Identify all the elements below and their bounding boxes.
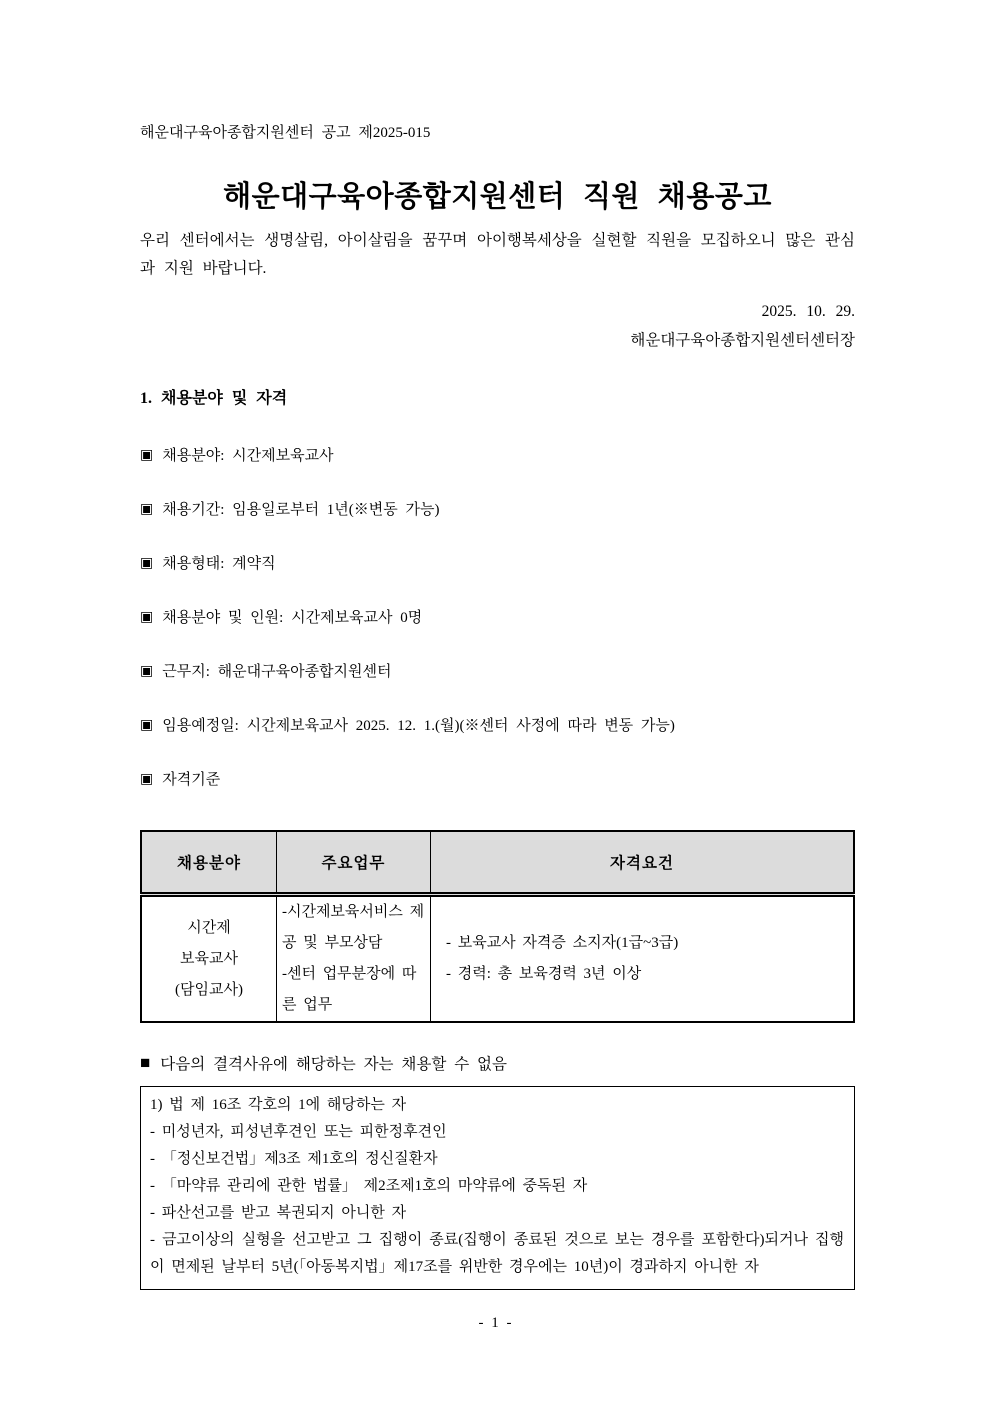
table-cell-duties bbox=[276, 895, 430, 1023]
requirement-line: - 경력: 총 보육경력 3년 이상 bbox=[445, 966, 642, 982]
disqualification-line: - 파산선고를 받고 복권되지 아니한 자 bbox=[150, 1205, 407, 1221]
doc-number: 해운대구육아종합지원센터 공고 제2025-015 bbox=[140, 125, 431, 141]
table-header-requirements: 자격요건 bbox=[430, 831, 854, 895]
bullet-text: 채용형태: 계약직 bbox=[162, 556, 276, 572]
bullet-item-field bbox=[140, 445, 855, 468]
square-bullet-icon: ▣ bbox=[140, 772, 154, 787]
requirement-line: - 보육교사 자격증 소지자(1급~3급) bbox=[445, 935, 679, 951]
field-line: (담임교사) bbox=[175, 981, 243, 998]
disqualification-line: 1) 법 제 16조 각호의 1에 해당하는 자 bbox=[150, 1097, 407, 1113]
page-number: - 1 - bbox=[478, 1315, 514, 1331]
square-bullet-icon: ▣ bbox=[140, 502, 154, 517]
bullet-item-period bbox=[140, 499, 855, 522]
bullet-list bbox=[140, 445, 855, 792]
square-bullet-icon: ▣ bbox=[140, 664, 154, 679]
bullet-text: 자격기준 bbox=[162, 772, 221, 788]
section-1-heading: 1. 채용분야 및 자격 bbox=[140, 390, 288, 407]
bullet-text: 근무지: 해운대구육아종합지원센터 bbox=[162, 664, 392, 680]
disqualification-heading bbox=[140, 1053, 855, 1076]
qualification-table bbox=[140, 830, 855, 1023]
table-row bbox=[141, 895, 854, 1023]
bullet-item-start-date bbox=[140, 715, 855, 738]
table-cell-field bbox=[141, 895, 276, 1023]
bullet-item-type bbox=[140, 553, 855, 576]
disqualification-line: - 미성년자, 피성년후견인 또는 피한정후견인 bbox=[150, 1124, 447, 1140]
field-line: 시간제 bbox=[187, 919, 231, 936]
announce-date: 2025. 10. 29. bbox=[761, 303, 855, 320]
bullet-text: 임용예정일: 시간제보육교사 2025. 12. 1.(월)(※센터 사정에 따라 변동 가능) bbox=[162, 718, 675, 734]
square-bullet-icon: ▣ bbox=[140, 556, 154, 571]
bullet-text: 채용기간: 임용일로부터 1년(※변동 가능) bbox=[162, 502, 440, 518]
bullet-item-criteria bbox=[140, 769, 855, 792]
field-line: 보육교사 bbox=[180, 950, 238, 967]
disqualification-line: - 「마약류 관리에 관한 법률」 제2조제1호의 마약류에 중독된 자 bbox=[150, 1178, 588, 1194]
square-bullet-icon: ▣ bbox=[140, 610, 154, 625]
bullet-text: 채용분야 및 인원: 시간제보육교사 0명 bbox=[162, 610, 423, 626]
square-bullet-icon: ▣ bbox=[140, 718, 154, 733]
disqualification-heading-text: 다음의 결격사유에 해당하는 자는 채용할 수 없음 bbox=[160, 1056, 507, 1073]
disqualification-line: - 「정신보건법」제3조 제1호의 정신질환자 bbox=[150, 1151, 438, 1167]
disqualification-box bbox=[140, 1086, 855, 1290]
filled-square-icon: ■ bbox=[140, 1053, 151, 1072]
table-header-field: 채용분야 bbox=[141, 831, 276, 895]
bullet-text: 채용분야: 시간제보육교사 bbox=[162, 448, 334, 464]
table-cell-requirements bbox=[430, 895, 854, 1023]
disqualification-line: - 금고이상의 실형을 선고받고 그 집행이 종료(집행이 종료된 것으로 보는 경우를 포함한다)되거나 집행이 면제된 날부터 5년(「아동복지법」제17조를 위반한 경우에는 10년)이 경과하지 아니한 자 bbox=[150, 1232, 844, 1275]
announcer-signature: 해운대구육아종합지원센터센터장 bbox=[630, 332, 855, 349]
duty-line: -센터 업무분장에 따른 업무 bbox=[281, 966, 417, 1013]
table-header-duties: 주요업무 bbox=[276, 831, 430, 895]
square-bullet-icon: ▣ bbox=[140, 448, 154, 463]
duty-line: -시간제보육서비스 제공 및 부모상담 bbox=[281, 904, 425, 951]
bullet-item-headcount bbox=[140, 607, 855, 630]
bullet-item-workplace bbox=[140, 661, 855, 684]
intro-paragraph: 우리 센터에서는 생명살림, 아이살림을 꿈꾸며 아이행복세상을 실현할 직원을 모집하오니 많은 관심과 지원 바랍니다. bbox=[140, 232, 855, 277]
page-title: 해운대구육아종합지원센터 직원 채용공고 bbox=[223, 181, 772, 213]
table-header-row bbox=[141, 831, 854, 895]
